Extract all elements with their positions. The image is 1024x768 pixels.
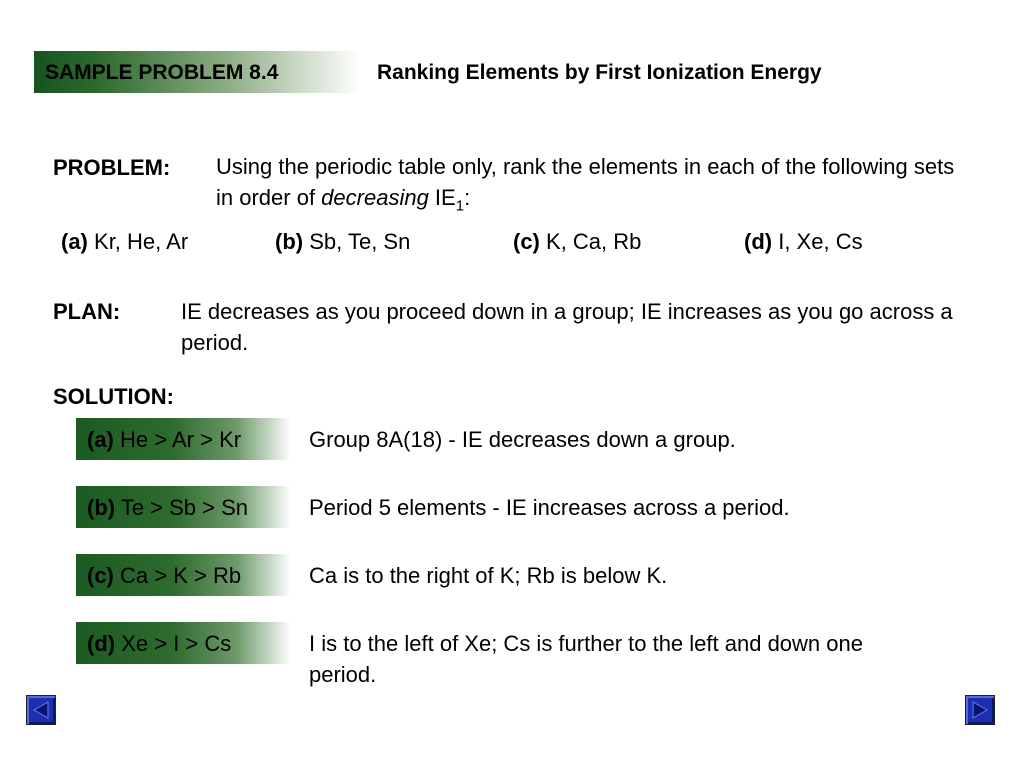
solution-label: SOLUTION: (53, 384, 174, 409)
answer-ranking: Te > Sb > Sn (120, 495, 249, 520)
problem-text-ie: IE (428, 185, 456, 210)
triangle-left-icon (31, 700, 51, 720)
reason-a: Group 8A(18) - IE decreases down a group. (309, 427, 736, 452)
next-slide-button[interactable] (965, 695, 995, 725)
answer-letter: (b) (87, 495, 116, 520)
answer-ranking: He > Ar > Kr (120, 427, 242, 452)
page-title: Ranking Elements by First Ionization Energy (377, 61, 822, 84)
problem-set-d (744, 229, 863, 255)
reason-b: Period 5 elements - IE increases across a period. (309, 495, 790, 520)
set-letter: (d) (744, 229, 773, 254)
sample-problem-label: SAMPLE PROBLEM 8.4 (45, 61, 279, 84)
problem-text-colon: : (464, 185, 471, 210)
answer-ranking: Xe > I > Cs (121, 631, 232, 656)
answer-c (87, 563, 241, 589)
problem-text-emphasis: decreasing (321, 185, 429, 210)
reason-c: Ca is to the right of K; Rb is below K. (309, 563, 668, 588)
plan-text: IE decreases as you proceed down in a group; IE increases as you go across a period. (181, 299, 953, 355)
set-elements: K, Ca, Rb (546, 229, 642, 254)
set-elements: Kr, He, Ar (94, 229, 189, 254)
answer-b (87, 495, 248, 521)
set-letter: (c) (513, 229, 540, 254)
answer-ranking: Ca > K > Rb (120, 563, 242, 588)
problem-set-c (513, 229, 641, 255)
triangle-right-icon (970, 700, 990, 720)
set-letter: (b) (275, 229, 304, 254)
reason-d: I is to the left of Xe; Cs is further to the left and down one period. (309, 631, 863, 687)
previous-slide-button[interactable] (26, 695, 56, 725)
answer-letter: (a) (87, 427, 114, 452)
problem-text-subscript: 1 (455, 197, 465, 215)
problem-set-a (61, 229, 188, 255)
problem-label: PROBLEM: (53, 155, 171, 180)
problem-text (216, 151, 976, 221)
problem-set-b (275, 229, 410, 255)
plan-label: PLAN: (53, 299, 121, 324)
set-letter: (a) (61, 229, 88, 254)
answer-letter: (d) (87, 631, 116, 656)
set-elements: I, Xe, Cs (778, 229, 863, 254)
answer-d (87, 631, 231, 657)
problem-text-main: Using the periodic table only, rank the elements in each of the following sets in order of (216, 154, 955, 210)
answer-letter: (c) (87, 563, 114, 588)
set-elements: Sb, Te, Sn (309, 229, 411, 254)
answer-a (87, 427, 241, 453)
